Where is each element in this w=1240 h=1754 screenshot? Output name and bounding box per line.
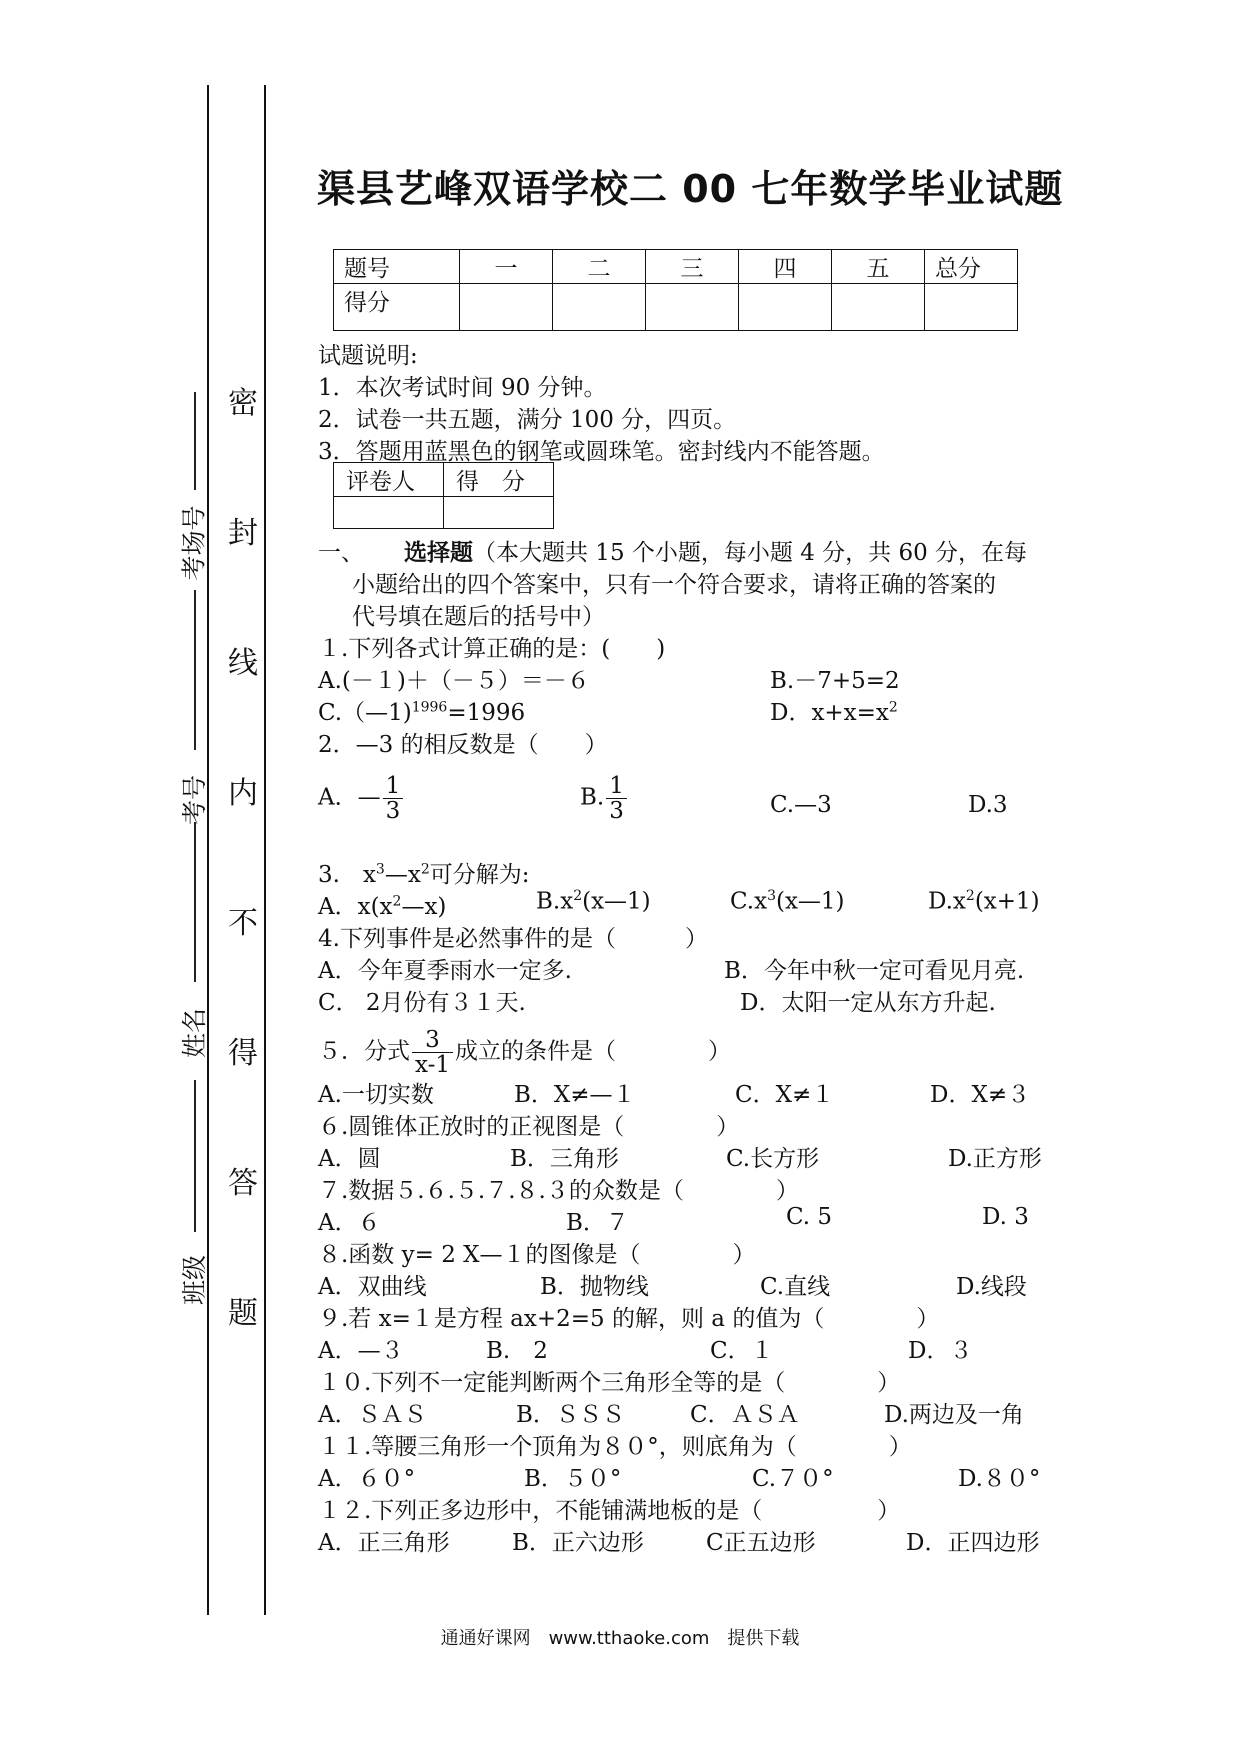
- option-text: (x—1): [582, 888, 651, 915]
- grader-score-label: 得 分: [444, 463, 554, 497]
- option-c: C. 5: [786, 1204, 833, 1230]
- option-a: A.一切实数: [318, 1082, 434, 1108]
- seal-char: 答: [228, 1166, 258, 1201]
- grader-table: [333, 462, 554, 529]
- score-cell[interactable]: [460, 284, 553, 331]
- fraction-denominator: 3: [385, 798, 401, 825]
- option-c: [730, 888, 845, 915]
- option-text: D.x: [928, 888, 966, 915]
- instruction-item: 1．本次考试时间 90 分钟。: [318, 375, 607, 401]
- fraction-denominator: 3: [609, 798, 624, 825]
- exponent: 1996: [411, 699, 448, 716]
- option-a: A．６: [318, 1210, 381, 1236]
- option-d: D.两边及一角: [884, 1402, 1024, 1428]
- section-header: [318, 534, 1027, 567]
- option-d: [928, 888, 1040, 915]
- seal-char: 不: [228, 906, 258, 941]
- instruction-item: 2．试卷一共五题，满分 100 分，四页。: [318, 407, 737, 433]
- option-d: D.正方形: [948, 1146, 1042, 1172]
- score-header: 三: [646, 250, 739, 284]
- stem-text: 成立的条件是（ ）: [454, 1038, 731, 1065]
- exponent: 2: [888, 699, 898, 716]
- option-c: C．ＡＳＡ: [690, 1402, 800, 1428]
- exam-number-label: 考号: [180, 774, 210, 826]
- option-text: B.: [580, 784, 605, 811]
- score-header: 五: [832, 250, 925, 284]
- option-c: C．X≠１: [735, 1082, 835, 1108]
- fraction-numerator: 1: [606, 774, 627, 799]
- option-text: —x): [401, 894, 447, 920]
- score-header: 二: [553, 250, 646, 284]
- fraction: [383, 774, 404, 823]
- question-stem: １２.下列正多边形中，不能铺满地板的是（ ）: [318, 1498, 901, 1524]
- fraction-numerator: 3: [412, 1028, 453, 1053]
- question-stem: ９.若 x=１是方程 ax+2=5 的解，则 a 的值为（ ）: [318, 1306, 940, 1332]
- option-text: (x+1): [974, 888, 1040, 915]
- score-header: 四: [739, 250, 832, 284]
- score-cell[interactable]: [553, 284, 646, 331]
- question-stem: [318, 856, 530, 889]
- option-a: A．—３: [318, 1338, 404, 1364]
- option-d: D．正四边形: [906, 1530, 1040, 1556]
- option-text: B.x: [536, 888, 574, 915]
- exponent: 2: [965, 888, 975, 904]
- option-text: A．—: [318, 784, 381, 811]
- option-c: [318, 694, 525, 727]
- seal-char: 封: [228, 516, 258, 551]
- exam-room-blank[interactable]: [194, 392, 196, 490]
- stem-text: ５．分式: [318, 1038, 410, 1065]
- question-stem: ６.圆锥体正放时的正视图是（ ）: [318, 1114, 740, 1140]
- option-d: [770, 694, 898, 727]
- stem-text: 3. x: [318, 862, 376, 888]
- option-c: C． 2月份有３１天.: [318, 990, 526, 1016]
- option-b: B．５０°: [524, 1466, 622, 1492]
- option-d: D.3: [968, 792, 1008, 818]
- name-blank[interactable]: [194, 1080, 196, 1232]
- seal-char: 内: [228, 776, 258, 811]
- exam-room-label: 考场号: [179, 505, 209, 581]
- name-label: 姓名: [180, 1007, 210, 1059]
- section-desc: （本大题共 15 个小题，每小题 4 分，共 60 分，在每: [473, 540, 1028, 566]
- exponent: 2: [573, 888, 583, 904]
- option-d: D．３: [908, 1338, 973, 1364]
- option-d: D.线段: [956, 1274, 1027, 1300]
- grader-cell[interactable]: [334, 497, 444, 529]
- fraction-numerator: 1: [383, 774, 404, 799]
- option-d: D. 3: [982, 1204, 1029, 1230]
- option-b: B．X≠—１: [514, 1082, 636, 1108]
- fraction: [412, 1028, 453, 1077]
- score-cell[interactable]: [739, 284, 832, 331]
- exponent: 2: [420, 861, 430, 878]
- option-text: =1996: [447, 700, 526, 726]
- option-a: A.(－１)＋（－５）＝－６: [318, 668, 590, 694]
- exponent: 3: [767, 888, 776, 904]
- question-stem: ７.数据５.６.５.７.８.３的众数是（ ）: [318, 1178, 799, 1204]
- option-d: D.８０°: [958, 1466, 1041, 1492]
- option-a: A．正三角形: [318, 1530, 450, 1556]
- option-text: D．x+x=x: [770, 700, 889, 726]
- score-header: 总分: [925, 250, 1018, 284]
- option-b: [536, 888, 651, 915]
- option-b: B．ＳＳＳ: [516, 1402, 625, 1428]
- seal-char: 线: [228, 646, 258, 681]
- section-desc-line: 小题给出的四个答案中，只有一个符合要求，请将正确的答案的: [352, 572, 996, 598]
- score-cell[interactable]: [832, 284, 925, 331]
- option-a: A．６０°: [318, 1466, 416, 1492]
- option-b: B．７: [566, 1210, 629, 1236]
- option-a: A．ＳＡＳ: [318, 1402, 427, 1428]
- question-stem: [318, 1028, 731, 1077]
- option-b: B. 2: [486, 1338, 548, 1364]
- option-c: C．１: [710, 1338, 774, 1364]
- option-b: B．三角形: [510, 1146, 619, 1172]
- exam-room-blank-2[interactable]: [194, 590, 196, 750]
- question-stem: １１.等腰三角形一个顶角为８０°，则底角为（ ）: [318, 1434, 912, 1460]
- score-table: [333, 249, 1018, 331]
- question-stem: 2．—3 的相反数是（ ）: [318, 732, 608, 758]
- option-c: C.７０°: [752, 1466, 834, 1492]
- option-c: C.长方形: [726, 1146, 820, 1172]
- option-text: A．x(x: [318, 894, 393, 920]
- option-b: B．抛物线: [540, 1274, 649, 1300]
- exponent: 3: [375, 861, 385, 878]
- class-label: 班级: [180, 1254, 210, 1306]
- question-stem: １.下列各式计算正确的是：( ): [318, 636, 666, 662]
- option-b: [580, 774, 629, 823]
- option-text: (x—1): [775, 888, 845, 915]
- option-d: D．X≠３: [930, 1082, 1031, 1108]
- fraction-denominator: x-1: [415, 1052, 450, 1079]
- score-row-label: 得分: [334, 284, 460, 331]
- option-a: [318, 888, 446, 921]
- instructions-heading: 试题说明:: [318, 343, 418, 369]
- score-header: 题号: [334, 250, 460, 284]
- grader-cell[interactable]: [444, 497, 554, 529]
- stem-text: —x: [384, 862, 421, 888]
- option-a: [318, 774, 405, 823]
- seal-char: 题: [228, 1296, 258, 1331]
- score-cell[interactable]: [646, 284, 739, 331]
- exam-number-blank[interactable]: [194, 822, 196, 982]
- stem-text: 可分解为:: [429, 862, 530, 888]
- option-c: C.—3: [770, 792, 832, 818]
- fraction: [606, 774, 627, 823]
- score-cell[interactable]: [925, 284, 1018, 331]
- binding-line-left: [207, 85, 209, 1615]
- footer-download-note: 通通好课网 www.tthaoke.com 提供下载: [440, 1628, 800, 1649]
- section-name: 选择题: [404, 539, 473, 566]
- option-b: B.－7+5=2: [770, 668, 900, 694]
- question-stem: 4.下列事件是必然事件的是（ ）: [318, 926, 708, 952]
- option-a: A．圆: [318, 1146, 381, 1172]
- seal-char: 密: [228, 386, 258, 421]
- grader-label: 评卷人: [334, 463, 444, 497]
- score-header: 一: [460, 250, 553, 284]
- option-text: C.x: [730, 888, 768, 915]
- option-a: A．今年夏季雨水一定多.: [318, 958, 572, 984]
- option-b: B．正六边形: [512, 1530, 644, 1556]
- seal-char: 得: [228, 1036, 258, 1071]
- section-number: 一、: [318, 540, 364, 566]
- exponent: 2: [392, 893, 402, 910]
- page-title: 渠县艺峰双语学校二 00 七年数学毕业试题: [317, 167, 1064, 211]
- question-stem: ８.函数 y= 2 X—１的图像是（ ）: [318, 1242, 756, 1268]
- option-text: C.（—1): [318, 700, 412, 726]
- instruction-item: 3．答题用蓝黑色的钢笔或圆珠笔。密封线内不能答题。: [318, 439, 885, 465]
- binding-line-right: [264, 85, 266, 1615]
- section-desc-line: 代号填在题后的括号中）: [352, 604, 605, 630]
- option-b: B．今年中秋一定可看见月亮.: [724, 958, 1025, 984]
- option-d: D．太阳一定从东方升起.: [740, 990, 996, 1016]
- option-c: C正五边形: [706, 1530, 816, 1556]
- option-c: C.直线: [760, 1274, 831, 1300]
- question-stem: １０.下列不一定能判断两个三角形全等的是（ ）: [318, 1370, 901, 1396]
- option-a: A．双曲线: [318, 1274, 427, 1300]
